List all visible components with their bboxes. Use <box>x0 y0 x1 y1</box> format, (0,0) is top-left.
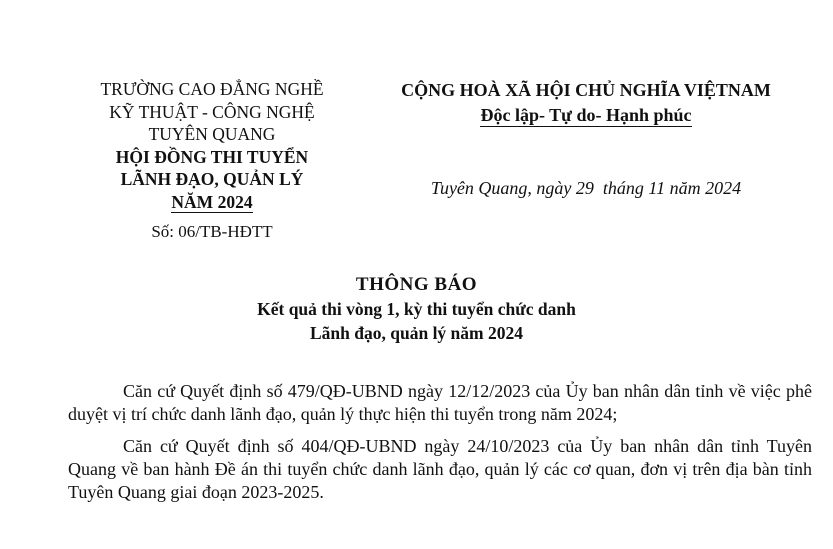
issuing-organization-block <box>62 78 362 244</box>
document-body <box>68 380 812 513</box>
body-paragraph-1: Căn cứ Quyết định số 479/QĐ-UBND ngày 12/12/2023 của Ủy ban nhân dân tỉnh về việc phê duyệt vị trí chức danh lãnh đạo, quản lý thực hiện thi tuyển trong năm 2024; <box>68 381 812 424</box>
school-name-line-3: TUYÊN QUANG <box>148 124 276 144</box>
national-motto: Độc lập- Tự do- Hạnh phúc <box>480 105 692 125</box>
document-subtitle-line-1: Kết quả thi vòng 1, kỳ thi tuyển chức danh <box>257 299 576 319</box>
council-name-line-3: NĂM 2024 <box>171 191 253 212</box>
school-name-line-2: KỸ THUẬT - CÔNG NGHỆ <box>109 101 315 122</box>
council-name-line-1: HỘI ĐỒNG THI TUYỂN <box>115 146 309 167</box>
council-name-line-2: LÃNH ĐẠO, QUẢN LÝ <box>120 169 304 189</box>
document-number: Số: 06/TB-HĐTT <box>151 222 273 241</box>
national-header-block <box>360 78 812 128</box>
nation-name: CỘNG HOÀ XÃ HỘI CHỦ NGHĨA VIỆTNAM <box>401 80 771 100</box>
school-name-line-1: TRƯỜNG CAO ĐẲNG NGHỀ <box>100 79 324 99</box>
body-paragraph-2: Căn cứ Quyết định số 404/QĐ-UBND ngày 24/10/2023 của Ủy ban nhân dân tỉnh Tuyên Quang về ban hành Đề án thi tuyển chức danh lãnh đạo, quản lý các cơ quan, đơn vị trên địa bàn tỉnh Tuyên Quang giai đoạn 2023-2025. <box>68 436 812 502</box>
document-subtitle-line-2: Lãnh đạo, quản lý năm 2024 <box>310 323 523 343</box>
document-title-block <box>0 273 833 345</box>
document-date: Tuyên Quang, ngày 29 tháng 11 năm 2024 <box>430 178 742 198</box>
document-title: THÔNG BÁO <box>355 274 478 295</box>
